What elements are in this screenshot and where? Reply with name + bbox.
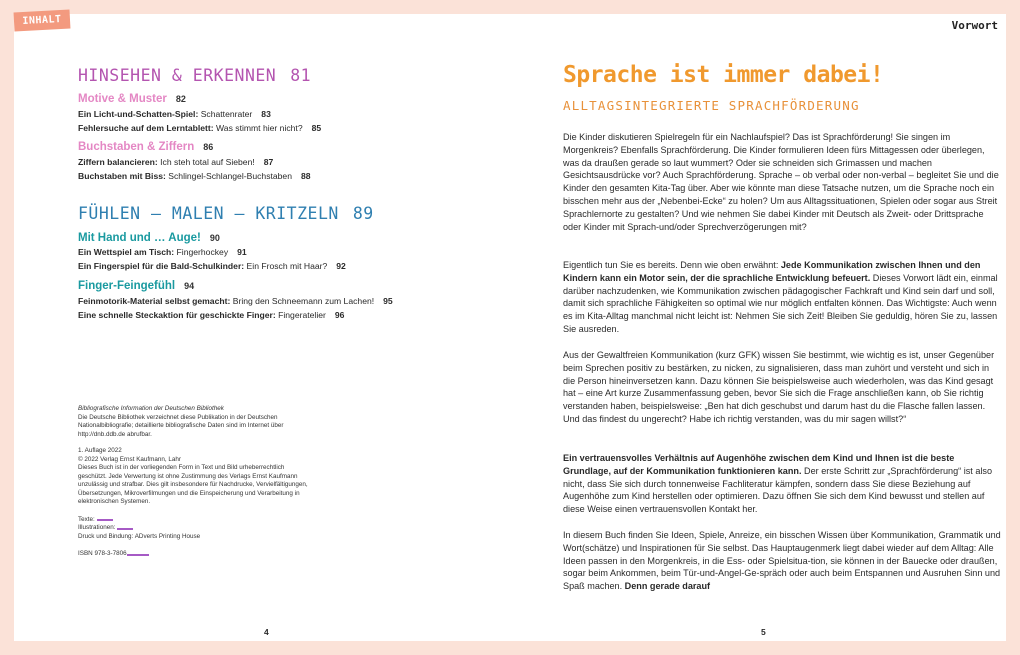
imprint-isbn	[78, 550, 308, 559]
imprint-illustrationen	[78, 524, 308, 533]
entry-page: 85	[311, 123, 322, 133]
imprint-ill-label: Illustrationen:	[78, 524, 116, 531]
entry-bold: Fehlersuche auf dem Lerntablett:	[78, 123, 214, 133]
entry-page: 91	[237, 247, 247, 257]
imprint-edition: 1. Auflage 2022	[78, 447, 122, 454]
chapter-title: FÜHLEN – MALEN – KRITZELN	[78, 204, 339, 223]
entry-bold: Feinmotorik-Material selbst gemacht:	[78, 296, 231, 306]
redacted-mark	[117, 525, 133, 530]
entry-text: Schattenrater	[198, 109, 253, 119]
entry-bold: Eine schnelle Steckaktion für geschickte Finger:	[78, 310, 276, 320]
imprint-heading: Bibliografische Information der Deutschen Bibliothek	[78, 405, 224, 412]
section-page: 86	[203, 142, 214, 152]
imprint-rights: Dieses Buch ist in der vorliegenden Form in Text und Bild urheberrechtlich geschützt. Jede Verwertung ist ohne Zustimmung des Verlags Ernst Kaufmann unzulässig und strafbar. Dies gilt insbesondere für Nachdrucke, Vervielfältigungen, Übersetzungen, Mikroverfilmungen und die Einspeicherung und Verarbeitung in elektronischen Systemen.	[78, 464, 308, 505]
para-text: In diesem Buch finden Sie Ideen, Spiele, Anreize, ein bisschen Wissen über Kommunikation, Grammatik und Wort(schätze) und Inspirationen für Sie selbst. Das Hauptaugenmerk liegt dabei wieder auf dem Alltag: Alle Ideen passen in den Morgenkreis, in die Ess- oder Spielsitua-tion, sie können in der Bauecke oder draußen, sogar beim Ankommen, beim Tür-und-Angel-Ge-spräch oder auch beim Entspannen und Ausruhen Sinn und Spaß machen.	[563, 530, 1001, 592]
para-text: Der erste Schritt zur „Sprachförderung“ ist also nicht, dass Sie sich durch tonnenweise Fachliteratur kämpfen, sondern dass Sie diese Beziehung auf Augenhöhe zum Kind herstellen oder optimieren. Dazu öffnen Sie sich dem Kind bewusst und stellen auf diese Weise einen vertrauensvollen Kontakt her.	[563, 465, 993, 515]
para-text: Dieses Vorwort lädt ein, einmal darüber nachzudenken, wie Kommunikation zwischen pädagogischer Fachkraft und Kind sein darf und soll, damit sich sprachliche Fähigkeiten so optimal wie nur möglich entfalten können. Das Wichtigste: Auch wenn es im Kita-Alltag manchmal nicht leicht ist: Nehmen Sie sich Zeit! Bleiben Sie geduldig, hören Sie zu, lassen Sie ausreden.	[563, 272, 998, 334]
chapter-heading	[78, 66, 311, 85]
toc-entry	[78, 261, 346, 271]
section-title: Motive & Muster	[78, 93, 167, 105]
section-page: 82	[175, 94, 186, 104]
imprint-isbn-label: ISBN 978-3-7806	[78, 550, 127, 557]
entry-bold: Ein Fingerspiel für die Bald-Schulkinder:	[78, 261, 245, 271]
entry-bold: Buchstaben mit Biss:	[78, 171, 166, 181]
redacted-mark	[127, 551, 149, 556]
page-title: Sprache ist immer dabei!	[563, 62, 884, 88]
toc-entry	[78, 296, 393, 306]
paragraph	[563, 529, 1003, 593]
section-heading	[78, 232, 220, 244]
imprint-texte-label: Texte:	[78, 515, 95, 523]
section-heading	[78, 141, 213, 153]
entry-bold: Ein Wettspiel am Tisch:	[78, 247, 175, 257]
toc-entry	[78, 157, 273, 167]
entry-text: Ein Frosch mit Haar?	[244, 261, 328, 271]
section-title: Finger-Feingefühl	[78, 280, 176, 292]
imprint-bib: Die Deutsche Bibliothek verzeichnet diese Publikation in der Deutschen Nationalbibliografie; detaillierte bibliografische Daten sind im Internet über http://dnb.ddb.de abrufbar.	[78, 413, 284, 438]
section-heading	[78, 93, 186, 105]
paragraph	[563, 452, 1003, 516]
entry-text: Fingeratelier	[275, 310, 326, 320]
para-bold: Jede Kommunikation zwischen Ihnen und den Kindern kann ein Motor sein, der die sprachliche Entwicklung befeuert.	[563, 260, 981, 283]
imprint-texte	[78, 516, 308, 525]
entry-bold: Ein Licht-und-Schatten-Spiel:	[78, 109, 199, 119]
entry-text: Was stimmt hier nicht?	[213, 123, 303, 133]
section-page: 90	[209, 233, 220, 243]
entry-text: Ich steh total auf Sieben!	[157, 157, 255, 167]
page-number: 4	[264, 627, 269, 637]
contents-page	[14, 14, 519, 641]
toc-entry	[78, 247, 247, 257]
paragraph	[563, 259, 1003, 336]
para-bold: Ein vertrauensvolles Verhältnis auf Augenhöhe zwischen dem Kind und Ihnen ist die beste Grundlage, auf der Kommunikation funktionieren kann.	[563, 453, 955, 476]
entry-text: Fingerhockey	[174, 247, 229, 257]
section-title: Buchstaben & Ziffern	[78, 141, 195, 153]
para-text: Eigentlich tun Sie es bereits. Denn wie oben erwähnt:	[563, 260, 781, 270]
toc-entry	[78, 109, 271, 119]
chapter-page: 89	[352, 204, 374, 223]
section-title: Mit Hand und … Auge!	[78, 232, 201, 244]
book-spread	[14, 14, 1006, 641]
entry-page: 83	[261, 109, 271, 119]
paragraph: Aus der Gewaltfreien Kommunikation (kurz GFK) wissen Sie bestimmt, wie wichtig es ist, unser Gegenüber beim Sprechen positiv zu bestärken, zu nicken, zu signalisieren, dass man zuhört und versteht und sich in die Person hineinversetzen kann. Dazu können Sie beispielsweise auch wiederholen, was das Kind gesagt hat – eine Art kurze Zusammenfassung geben, bevor Sie sich die Frage anschließen kann, ob Sie richtig verstanden haben, beispielsweise: „Ben hat dich geschubst und darum hast du die Flasche fallen lassen. Und das findest du ungerecht? Habe ich richtig verstanden, was du mir sagen willst?“	[563, 350, 995, 424]
toc-entry	[78, 123, 321, 133]
toc-entry	[78, 171, 311, 181]
chapter-heading	[78, 204, 374, 223]
imprint-copyright: © 2022 Verlag Ernst Kaufmann, Lahr	[78, 455, 182, 463]
vorwort-tab: Vorwort	[951, 19, 998, 32]
entry-bold: Ziffern balancieren:	[78, 157, 158, 167]
chapter-title: HINSEHEN & ERKENNEN	[78, 66, 277, 85]
vorwort-page	[519, 14, 1006, 641]
entry-text: Schlingel-Schlangel-Buchstaben	[165, 171, 292, 181]
entry-text: Bring den Schneemann zum Lachen!	[230, 296, 375, 306]
section-page: 94	[184, 281, 195, 291]
page-number: 5	[761, 627, 766, 637]
entry-page: 88	[301, 171, 311, 181]
entry-page: 96	[334, 310, 345, 320]
paragraph: Die Kinder diskutieren Spielregeln für ein Nachlaufspiel? Das ist Sprachförderung! Sie singen im Morgenkreis? Ebenfalls Sprachförderung. Die Kinder formulieren Ideen fürs Mittagessen oder überlegen, was da draußen gerade so laut wummert? Oder sie schneiden sich Grimassen und machen Gesichtsausdrücke vor? Auch Sprachförderung. Sprache – ob verbal oder non-verbal – begleitet Sie und die Kinder den gesamten Kita-Tag über. Aber wie könnte man diese Tatsache nutzen, um die Sprache noch ein bisschen mehr aus der „Nebenbei-Ecke“ zu holen? Um aus Alltagssituationen, Spielen oder sogar aus Streit Sprachlernorte zu gestalten? Und wie nehmen Sie dabei Kinder mit Deutsch als Zweit- oder Drittsprache oder Kinder mit Sprach-und/oder Sprechverzögerungen mit?	[563, 132, 999, 232]
toc-entry	[78, 310, 344, 320]
entry-page: 95	[383, 296, 393, 306]
section-heading	[78, 280, 194, 292]
chapter-page: 81	[290, 66, 312, 85]
entry-page: 92	[336, 261, 346, 271]
para-bold: Denn gerade darauf	[624, 581, 711, 592]
imprint-druck: Druck und Bindung: ADverts Printing House	[78, 532, 201, 540]
page-subtitle: ALLTAGSINTEGRIERTE SPRACHFÖRDERUNG	[563, 98, 860, 113]
entry-page: 87	[263, 157, 274, 167]
imprint-block	[78, 405, 308, 559]
redacted-mark	[97, 516, 113, 521]
inhalt-tab: INHALT	[14, 10, 71, 32]
